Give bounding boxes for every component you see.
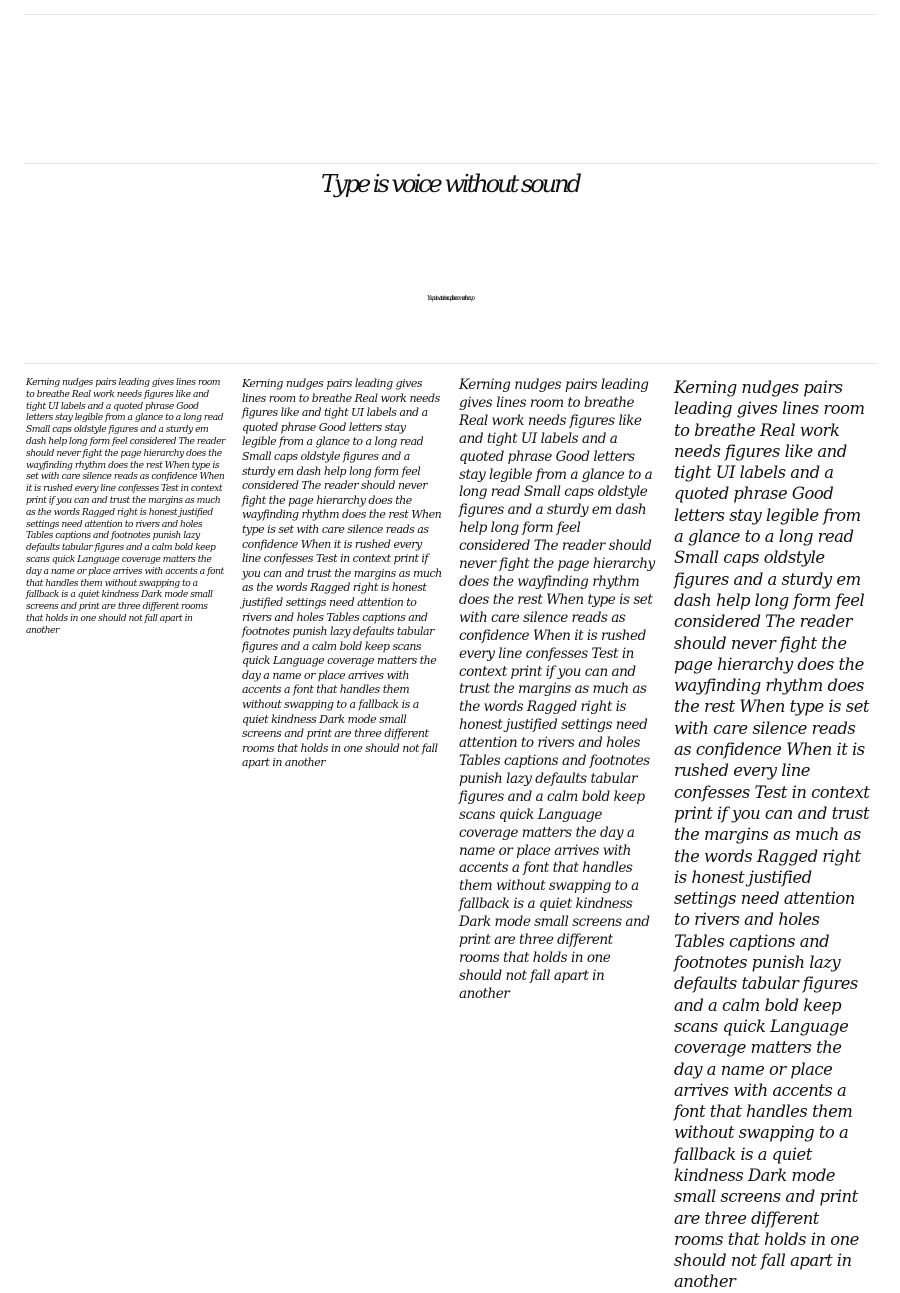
- text-column-large: Kerning nudges pairs leading gives lines room to breathe Real work needs figures like and tight UI labels and a quoted phrase Good letters stay legible from a glance to a long read Small caps oldstyle figures and a sturdy em dash help long form feel considered The reader should never fight the page hierarchy does the wayfinding rhythm does the rest When type is set with care silence reads as confidence When it is rushed every line confesses Test in context print if you can and trust the margins as much as the words Ragged right is honest justified settings need attention to rivers and holes Tables captions and footnotes punish lazy defaults tabular figures and a calm bold keep scans quick Language coverage matters the day a name or place arrives with accents a font that handles them without swapping to a fallback is a quiet kindness Dark mode small screens and print are three different rooms that holds in one should not fall apart in another: [459, 377, 655, 1002]
- section-divider: [24, 163, 876, 164]
- top-divider: [24, 14, 876, 15]
- text-column-xlarge: Kerning nudges pairs leading gives lines room to breathe Real work needs figures like and tight UI labels and a quoted phrase Good letters stay legible from a glance to a long read Small caps oldstyle figures and a sturdy em dash help long form feel considered The reader should never fight the page hierarchy does the wayfinding rhythm does the rest When type is set with care silence reads as confidence When it is rushed every line confesses Test in context print if you can and trust the margins as much as the words Ragged right is honest justified settings need attention to rivers and holes Tables captions and footnotes punish lazy defaults tabular figures and a calm bold keep scans quick Language coverage matters the day a name or place arrives with accents a font that handles them without swapping to a fallback is a quiet kindness Dark mode small screens and print are three different rooms that holds in one should not fall apart in another: [674, 378, 870, 1292]
- text-column-small: Kerning nudges pairs leading gives lines room to breathe Real work needs figures like and tight UI labels and a quoted phrase Good letters stay legible from a glance to a long read Small caps oldstyle figures and a sturdy em dash help long form feel considered The reader should never fight the page hierarchy does the wayfinding rhythm does the rest When type is set with care silence reads as confidence When it is rushed every line confesses Test in context print if you can and trust the margins as much as the words Ragged right is honest justified settings need attention to rivers and holes Tables captions and footnotes punish lazy defaults tabular figures and a calm bold keep scans quick Language coverage matters the day a name or place arrives with accents a font that handles them without swapping to a fallback is a quiet kindness Dark mode small screens and print are three different rooms that holds in one should not fall apart in another: [26, 377, 225, 636]
- section-divider: [24, 363, 876, 364]
- text-column-medium: Kerning nudges pairs leading gives lines room to breathe Real work needs figures like and tight UI labels and a quoted phrase Good letters stay legible from a glance to a long read Small caps oldstyle figures and a sturdy em dash help long form feel considered The reader should never fight the page hierarchy does the wayfinding rhythm does the rest When type is set with care silence reads as confidence When it is rushed every line confesses Test in context print if you can and trust the margins as much as the words Ragged right is honest justified settings need attention to rivers and holes Tables captions and footnotes punish lazy defaults tabular figures and a calm bold keep scans quick Language coverage matters the day a name or place arrives with accents a font that handles them without swapping to a fallback is a quiet kindness Dark mode small screens and print are three different rooms that holds in one should not fall apart in another: [242, 377, 442, 770]
- display-line-3: You put water in a cup it becomes the cup: [426, 295, 474, 302]
- display-headline: Type is voice without sound: [321, 170, 579, 198]
